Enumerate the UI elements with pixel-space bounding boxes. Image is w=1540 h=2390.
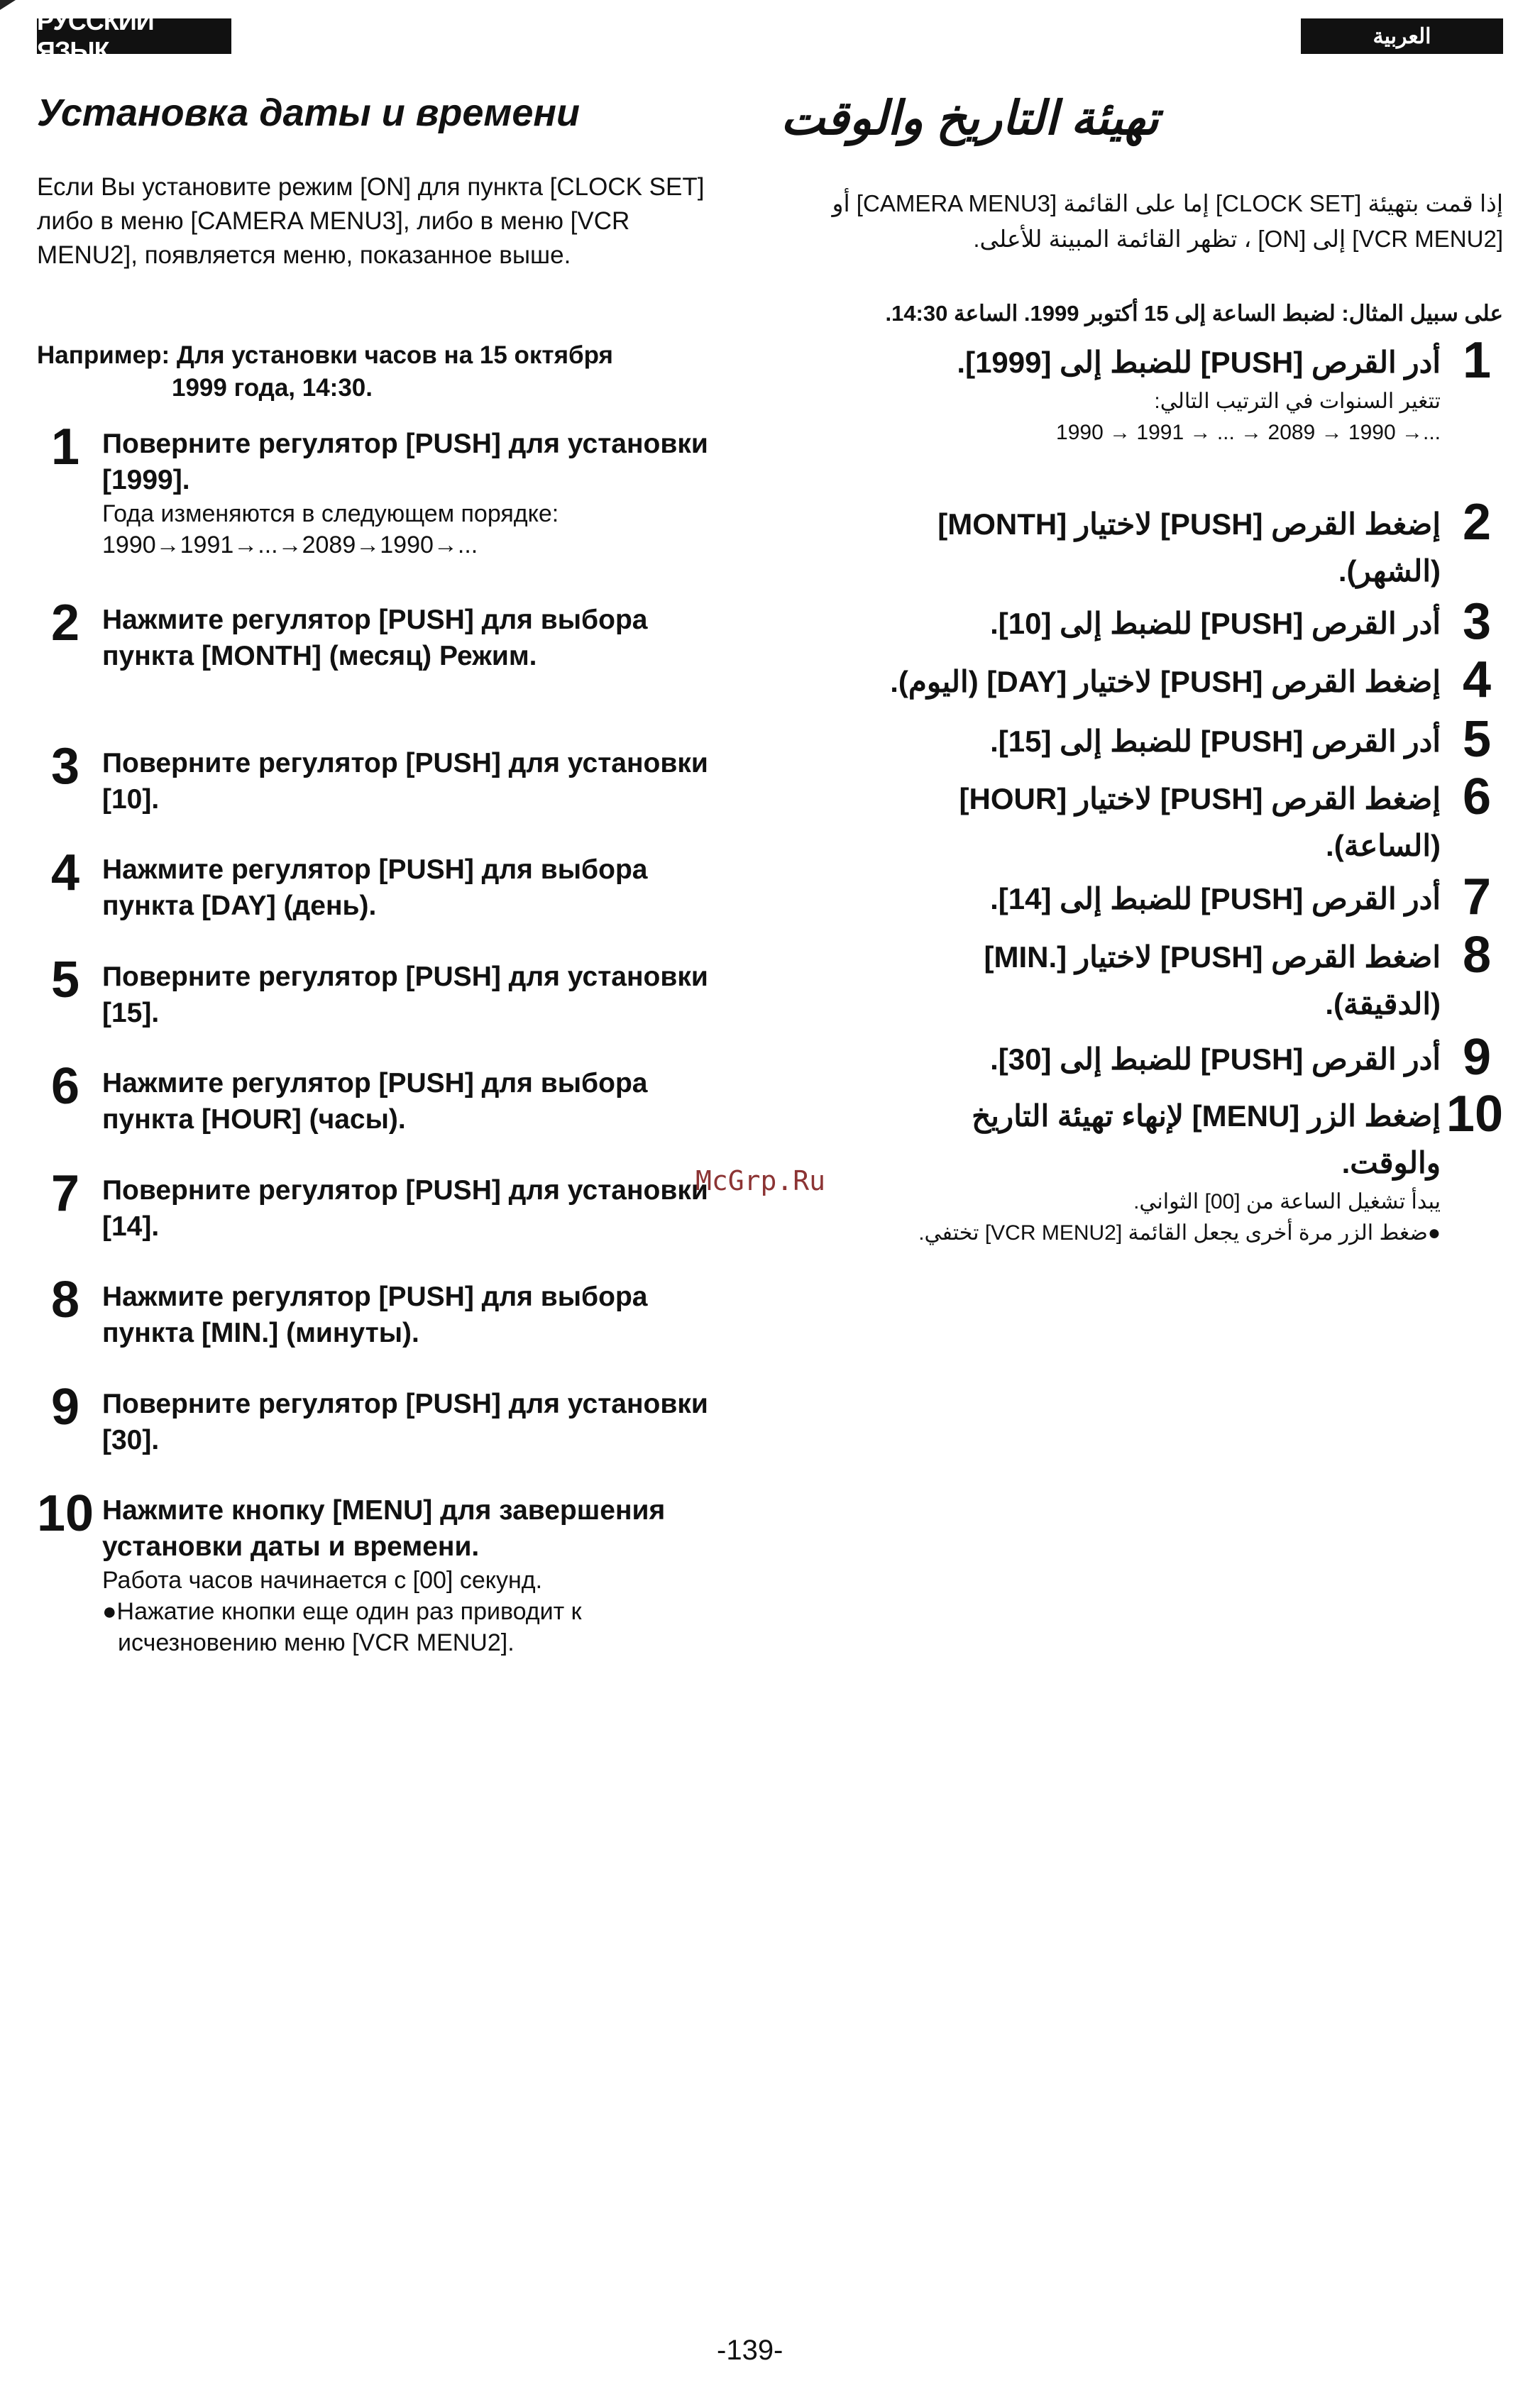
ar-intro-line1: إذا قمت بتهيئة [CLOCK SET] إما على القائمة [CAMERA MENU3] أو [832,190,1503,216]
ru-step-number: 9 [50,1379,80,1436]
ar-step-text: أدر القرص [PUSH] للضبط إلى [14]. [990,882,1441,915]
ru-step-number: 8 [50,1272,80,1328]
ru-step [28,952,710,1031]
ar-intro-line2: [VCR MENU2] إلى [ON] ، تظهر القائمة المبينة للأعلى. [973,226,1503,252]
ar-step-text: إضغط القرص [PUSH] لاختيار [MONTH] (الشهر). [937,507,1441,588]
ru-step-text: Поверните регулятор [PUSH] для установки [30]. [102,1389,708,1455]
ar-step-text: إضغط القرص [PUSH] لاختيار [DAY] (اليوم). [890,665,1441,698]
ru-step-note: Работа часов начинается с [00] секунд. [102,1567,543,1594]
ar-step [751,332,1503,448]
ru-step-text: Поверните регулятор [PUSH] для установки [10]. [102,748,708,815]
ru-step-number: 2 [50,595,80,651]
ar-step-number: 9 [1462,1029,1492,1086]
ar-title: تهيئة التاريخ والوقت [781,92,1159,144]
ru-step-number: 5 [50,952,80,1008]
ru-step [28,844,710,924]
ar-step-number: 7 [1462,869,1492,925]
ru-step-number: 7 [50,1165,80,1222]
ru-step-text: Нажмите регулятор [PUSH] для выбора пункта [MIN.] (минуты). [102,1282,648,1348]
ru-step-number: 10 [36,1485,94,1542]
ar-step-number: 8 [1462,927,1492,984]
ru-step-number: 4 [50,844,80,901]
ar-step [751,1029,1503,1086]
ar-step [751,711,1503,768]
ar-step [751,927,1503,1028]
ru-step-text: Нажмите регулятор [PUSH] для выбора пункта [MONTH] (месяц) Режим. [102,605,648,671]
corner-mark [0,0,16,10]
ru-title: Установка даты и времени [37,92,580,134]
ar-step-text: أدر القرص [PUSH] للضبط إلى [10]. [990,607,1441,640]
ar-step-text: إضغط القرص [PUSH] لاختيار [HOUR] (الساعة). [959,782,1441,862]
ar-step-number: 5 [1462,711,1492,768]
ru-step [28,595,710,674]
page-number: -139- [717,2335,783,2366]
ru-example-line1: Для установки часов на 15 октября [176,341,613,369]
ar-step-note: 1990 → 1991 → ... → 2089 → 1990 →... [1056,421,1441,444]
ar-step-number: 3 [1462,593,1492,650]
ar-step-text: أدر القرص [PUSH] للضبط إلى [15]. [990,725,1441,758]
ar-step-number: 2 [1462,494,1492,551]
ar-step-text: أدر القرص [PUSH] للضبط إلى [1999]. [957,346,1441,379]
ar-step [751,1086,1503,1249]
ar-step [751,494,1503,595]
ru-step-text: Поверните регулятор [PUSH] для установки [1999]. [102,429,708,495]
ar-step-text: إضغط الزر [MENU] لإنهاء تهيئة التاريخ والوقت. [972,1099,1441,1179]
ru-step-text: Нажмите регулятор [PUSH] для выбора пункта [DAY] (день). [102,854,648,921]
ru-step-text: Поверните регулятор [PUSH] для установки [15]. [102,962,708,1028]
ar-step [751,651,1503,708]
ru-step [28,738,710,817]
ru-step-text: Поверните регулятор [PUSH] для установки [14]. [102,1175,708,1242]
ru-step [28,1272,710,1351]
ar-step-note: تتغير السنوات في الترتيب التالي: [1154,390,1441,413]
ar-step-text: أدر القرص [PUSH] للضبط إلى [30]. [990,1042,1441,1076]
ru-example [37,339,718,404]
ru-step [28,1379,710,1458]
ru-step [28,1485,710,1658]
ru-intro: Если Вы установите режим [ON] для пункта [CLOCK SET] либо в меню [CAMERA MENU3], либо в меню [VCR MENU2], появляется меню, показанное выше. [37,173,705,269]
watermark: McGrp.Ru [695,1165,826,1196]
ar-intro [808,186,1503,257]
ar-step [751,769,1503,869]
ar-step-note: يبدأ تشغيل الساعة من [00] الثواني. [1133,1190,1441,1213]
ru-step [28,1165,710,1245]
ru-step-number: 3 [50,738,80,795]
ru-step-note: Года изменяются в следующем порядке: 1990→1991→...→2089→1990→... [102,500,559,558]
ru-step-bullet: ●Нажатие кнопки еще один раз приводит к исчезновению меню [VCR MENU2]. [102,1598,582,1656]
ar-step-number: 10 [1446,1086,1503,1142]
ru-example-label: Например: [37,341,170,369]
language-tab-arabic: العربية [1301,18,1503,54]
ar-step-number: 6 [1462,769,1492,825]
ar-step-number: 4 [1462,651,1492,708]
language-tab-russian: РУССКИЙ ЯЗЫК [37,18,231,54]
ru-step [28,419,710,561]
ar-step-number: 1 [1462,332,1492,389]
ar-step-bullet: ●ضغط الزر مرة أخرى يجعل القائمة [VCR MENU2] تختفي. [918,1221,1441,1245]
ru-step-number: 6 [50,1058,80,1115]
ar-step [751,593,1503,650]
ru-example-line2: 1999 года, 14:30. [172,374,373,402]
ar-example: على سبيل المثال: لضبط الساعة إلى 15 أكتوبر 1999. الساعة 14:30. [885,301,1503,326]
ar-step-text: اضغط القرص [PUSH] لاختيار [.MIN] (الدقيقة). [984,940,1441,1020]
ru-step-number: 1 [50,419,80,475]
ru-step-text: Нажмите кнопку [MENU] для завершения установки даты и времени. [102,1495,666,1562]
ru-step [28,1058,710,1138]
ar-step [751,869,1503,925]
ru-step-text: Нажмите регулятор [PUSH] для выбора пункта [HOUR] (часы). [102,1068,648,1135]
